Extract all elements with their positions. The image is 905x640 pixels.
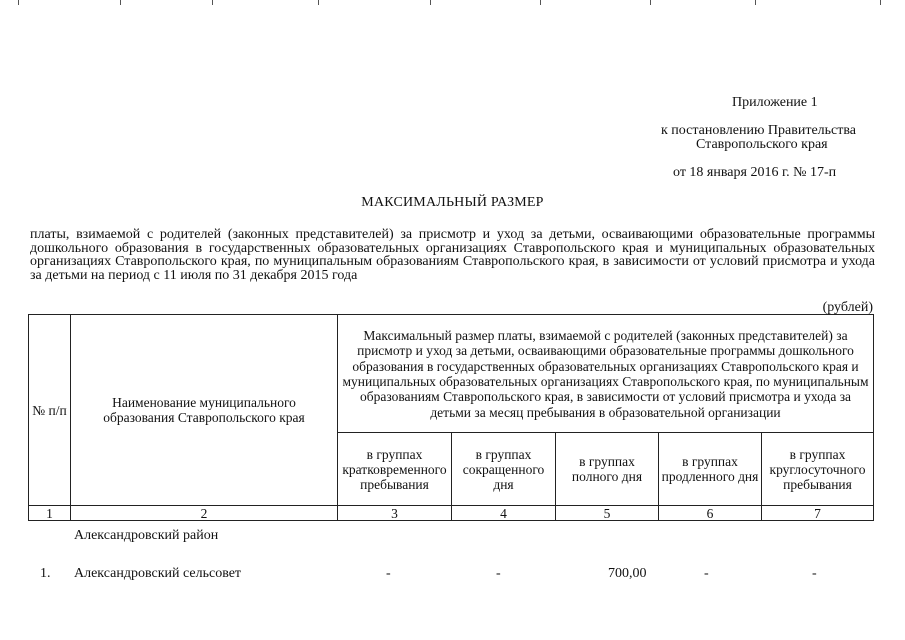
tariff-table bbox=[28, 314, 874, 521]
document-intro: платы, взимаемой с родителей (законных представителей) за присмотр и уход за детьми, осваивающими образовательные программы дошкольного образования в государственных образовательных организациях Ставропольского края и муниципальных образовательных организациях Ставропольского края, по муниципальным образованиям Ставропольского края, в зависимости от условий присмотра и ухода за детьми на период с 11 июля по 31 декабря 2015 года bbox=[30, 227, 875, 283]
column-number-2: 2 bbox=[71, 506, 338, 521]
row-reduced-day-value: - bbox=[496, 566, 501, 581]
row-round-the-clock-value: - bbox=[812, 566, 817, 581]
appendix-label: Приложение 1 bbox=[732, 95, 818, 110]
column-number-1: 1 bbox=[29, 506, 71, 521]
page-top-ticks bbox=[0, 0, 905, 6]
header-full-day: в группах полного дня bbox=[556, 433, 659, 506]
header-short-stay: в группах кратковременного пребывания bbox=[338, 433, 452, 506]
document-title: МАКСИМАЛЬНЫЙ РАЗМЕР bbox=[361, 195, 544, 210]
district-heading: Александровский район bbox=[74, 528, 219, 543]
row-municipality: Александровский сельсовет bbox=[74, 566, 242, 581]
header-reduced-day: в группах сокращенного дня bbox=[452, 433, 556, 506]
header-round-the-clock: в группах круглосуточного пребывания bbox=[762, 433, 874, 506]
row-full-day-value: 700,00 bbox=[608, 566, 647, 581]
currency-unit: (рублей) bbox=[822, 300, 873, 315]
column-number-5: 5 bbox=[556, 506, 659, 521]
row-extended-day-value: - bbox=[704, 566, 709, 581]
row-short-stay-value: - bbox=[386, 566, 391, 581]
column-number-7: 7 bbox=[762, 506, 874, 521]
column-number-3: 3 bbox=[338, 506, 452, 521]
header-number: № п/п bbox=[29, 315, 71, 506]
row-number: 1. bbox=[40, 566, 51, 581]
column-number-6: 6 bbox=[659, 506, 762, 521]
appendix-decree: к постановлению Правительства bbox=[661, 123, 857, 138]
appendix-date: от 18 января 2016 г. № 17-п bbox=[673, 165, 837, 180]
header-municipality: Наименование муниципального образования Ставропольского края bbox=[71, 315, 338, 506]
table-row bbox=[0, 566, 905, 584]
header-max-fee: Максимальный размер платы, взимаемой с родителей (законных представителей) за присмотр и уход за детьми, осваивающими образовательные программы дошкольного образования в государственных образовательных организациях Ставропольского края и муниципальных образовательных организациях Ставропольского края, по муниципальным образованиям Ставропольского края, в зависимости от условий присмотра и ухода за детьми за месяц пребывания в образовательной организации bbox=[338, 315, 874, 433]
appendix-region: Ставропольского края bbox=[696, 137, 828, 152]
header-extended-day: в группах продленного дня bbox=[659, 433, 762, 506]
column-number-4: 4 bbox=[452, 506, 556, 521]
